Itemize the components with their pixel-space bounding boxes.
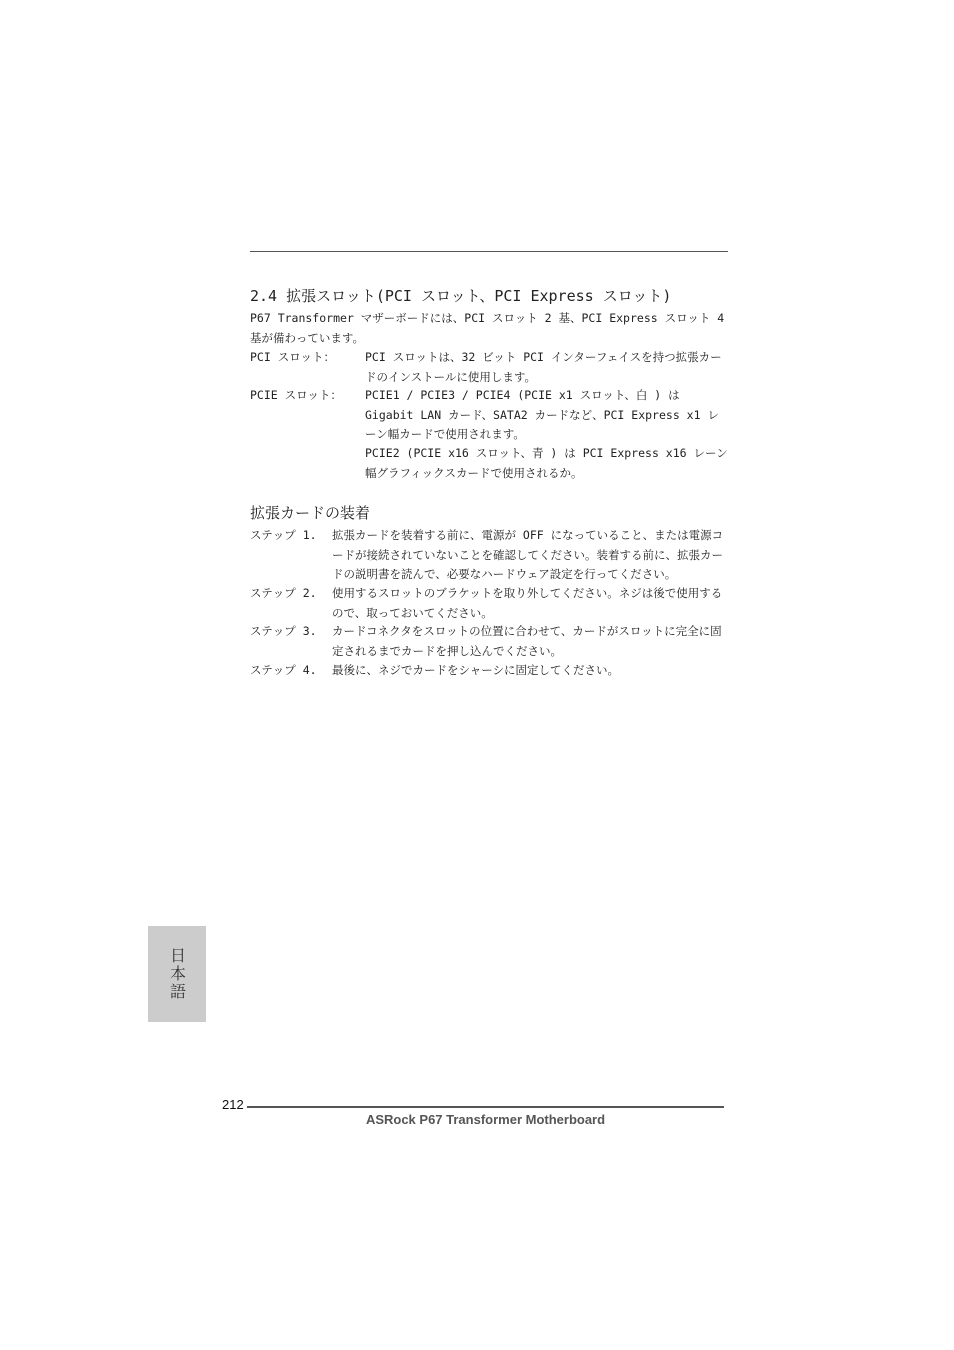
footer-title: ASRock P67 Transformer Motherboard bbox=[365, 1112, 606, 1127]
install-heading: 拡張カードの装着 bbox=[250, 504, 371, 522]
step-3-text: カードコネクタをスロットの位置に合わせて、カードがスロットに完全に固定されるまでカードを押し込んでください。 bbox=[332, 624, 722, 658]
pci-slot-label: PCI スロット： bbox=[250, 350, 335, 364]
step-4-text: 最後に、ネジでカードをシャーシに固定してください。 bbox=[332, 663, 620, 677]
pcie-x16-text: PCIE2 (PCIE x16 スロット、青 ) は PCI Express x16 レーン幅グラフィックスカードで使用されるか。 bbox=[365, 446, 728, 480]
step-2-text: 使用するスロットのブラケットを取り外してください。ネジは後で使用するので、取っておいてください。 bbox=[332, 586, 723, 620]
language-tab bbox=[148, 926, 206, 1022]
footer-rule bbox=[247, 1106, 724, 1108]
step-1-label: ステップ 1. bbox=[250, 528, 317, 542]
step-1-text: 拡張カードを装着する前に、電源が OFF になっていること、または電源コードが接続されていないことを確認してください。装着する前に、拡張カードの説明書を読んで、必要なハードウェア設定を行ってください。 bbox=[332, 528, 724, 581]
section-heading: 2.4 拡張スロット(PCI スロット、PCI Express スロット) bbox=[250, 287, 672, 305]
step-4-label: ステップ 4. bbox=[250, 663, 317, 677]
language-tab-label: 日本語 bbox=[167, 947, 187, 1001]
pci-slot-text: PCI スロットは、32 ビット PCI インターフェイスを持つ拡張カードのインストールに使用します。 bbox=[365, 350, 722, 384]
section-intro: P67 Transformer マザーボードには、PCI スロット 2 基、PCI Express スロット 4 基が備わっています。 bbox=[250, 311, 725, 345]
pcie-slot-label: PCIE スロット： bbox=[250, 388, 342, 402]
top-rule bbox=[250, 251, 728, 252]
step-3-label: ステップ 3. bbox=[250, 624, 317, 638]
step-2-label: ステップ 2. bbox=[250, 586, 317, 600]
page-number: 212 bbox=[222, 1097, 244, 1112]
pcie-slot-text: PCIE1 / PCIE3 / PCIE4 (PCIE x1 スロット、白 ) は Gigabit LAN カード、SATA2 カードなど、PCI Express x1 レーン幅カードで使用されます。 bbox=[365, 388, 719, 441]
